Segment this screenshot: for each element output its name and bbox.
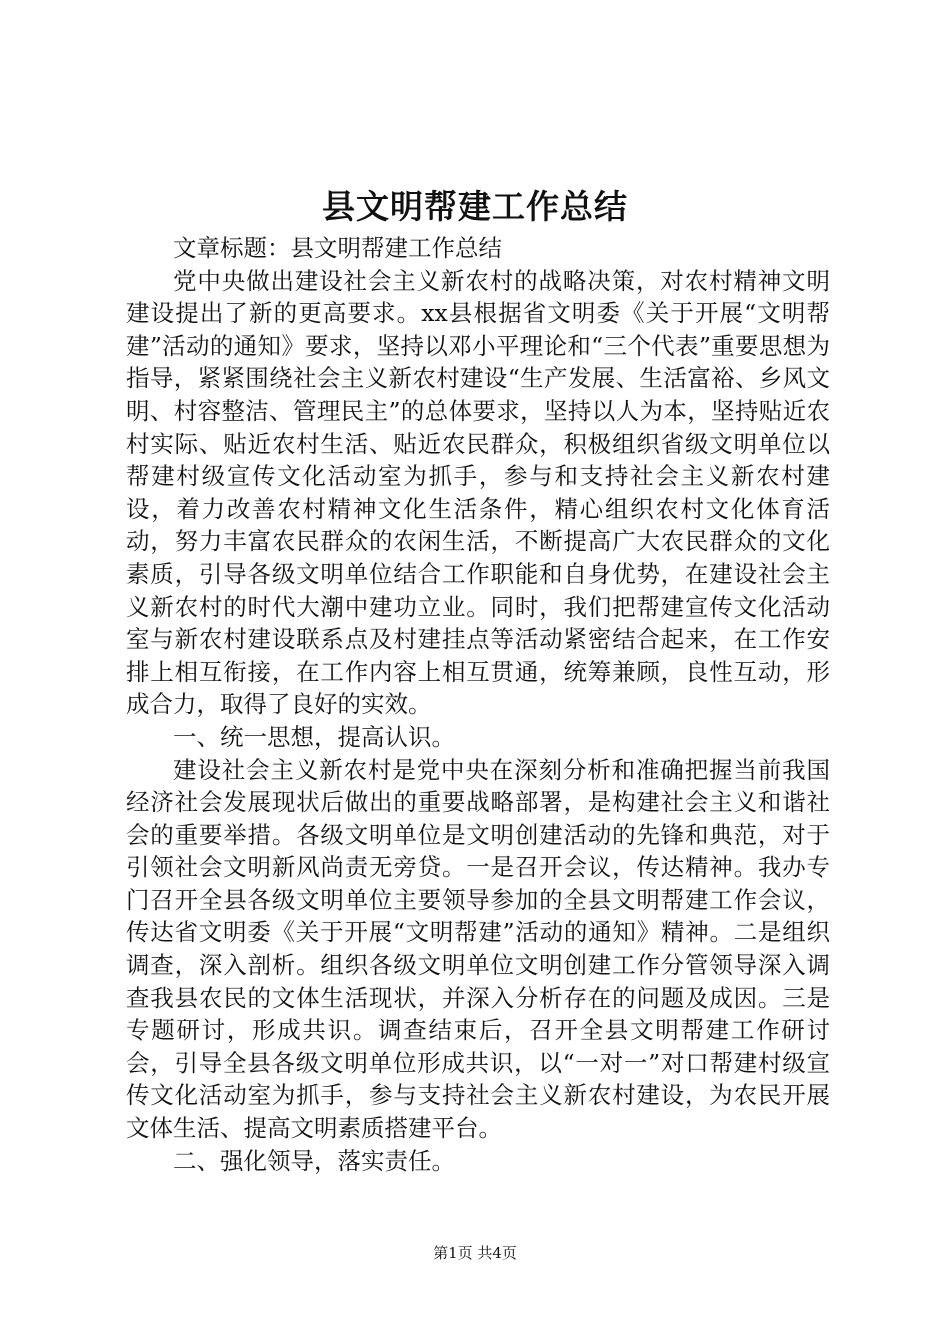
page-number-footer: 第1页 共4页 [433, 1244, 517, 1262]
document-body [126, 232, 830, 1177]
intro-paragraph: 党中央做出建设社会主义新农村的战略决策，对农村精神文明建设提出了新的更高要求。xx县根据省文明委《关于开展“文明帮建”活动的通知》要求，坚持以邓小平理论和“三个代表”重要思想为指导，紧紧围绕社会主义新农村建设“生产发展、生活富裕、乡风文明、村容整洁、管理民主”的总体要求，坚持以人为本，坚持贴近农村实际、贴近农村生活、贴近农民群众，积极组织省级文明单位以帮建村级宣传文化活动室为抓手，参与和支持社会主义新农村建设，着力改善农村精神文化生活条件，精心组织农村文化体育活动，努力丰富农民群众的农闲生活，不断提高广大农民群众的文化素质，引导各级文明单位结合工作职能和自身优势，在建设社会主义新农村的时代大潮中建功立业。同时，我们把帮建宣传文化活动室与新农村建设联系点及村建挂点等活动紧密结合起来，在工作安排上相互衔接，在工作内容上相互贯通，统筹兼顾，良性互动，形成合力，取得了良好的实效。 [126, 266, 830, 719]
document-title: 县文明帮建工作总结 [322, 187, 628, 226]
section-heading-2: 二、强化领导，落实责任。 [173, 1146, 455, 1175]
section-heading-1: 一、统一思想，提高认识。 [173, 722, 455, 751]
section-paragraph-1: 建设社会主义新农村是党中央在深刻分析和准确把握当前我国经济社会发展现状后做出的重要战略部署，是构建社会主义和谐社会的重要举措。各级文明单位是文明创建活动的先锋和典范，对于引领社会文明新风尚责无旁贷。一是召开会议，传达精神。我办专门召开全县各级文明单位主要领导参加的全县文明帮建工作会议，传达省文明委《关于开展“文明帮建”活动的通知》精神。二是组织调查，深入剖析。组织各级文明单位文明创建工作分管领导深入调查我县农民的文体生活现状，并深入分析存在的问题及成因。三是专题研讨，形成共识。调查结束后，召开全县文明帮建工作研讨会，引导全县各级文明单位形成共识，以“一对一”对口帮建村级宣传文化活动室为抓手，参与支持社会主义新农村建设，为农民开展文体生活、提高文明素质搭建平台。 [126, 755, 830, 1143]
article-title-line: 文章标题：县文明帮建工作总结 [173, 234, 502, 262]
